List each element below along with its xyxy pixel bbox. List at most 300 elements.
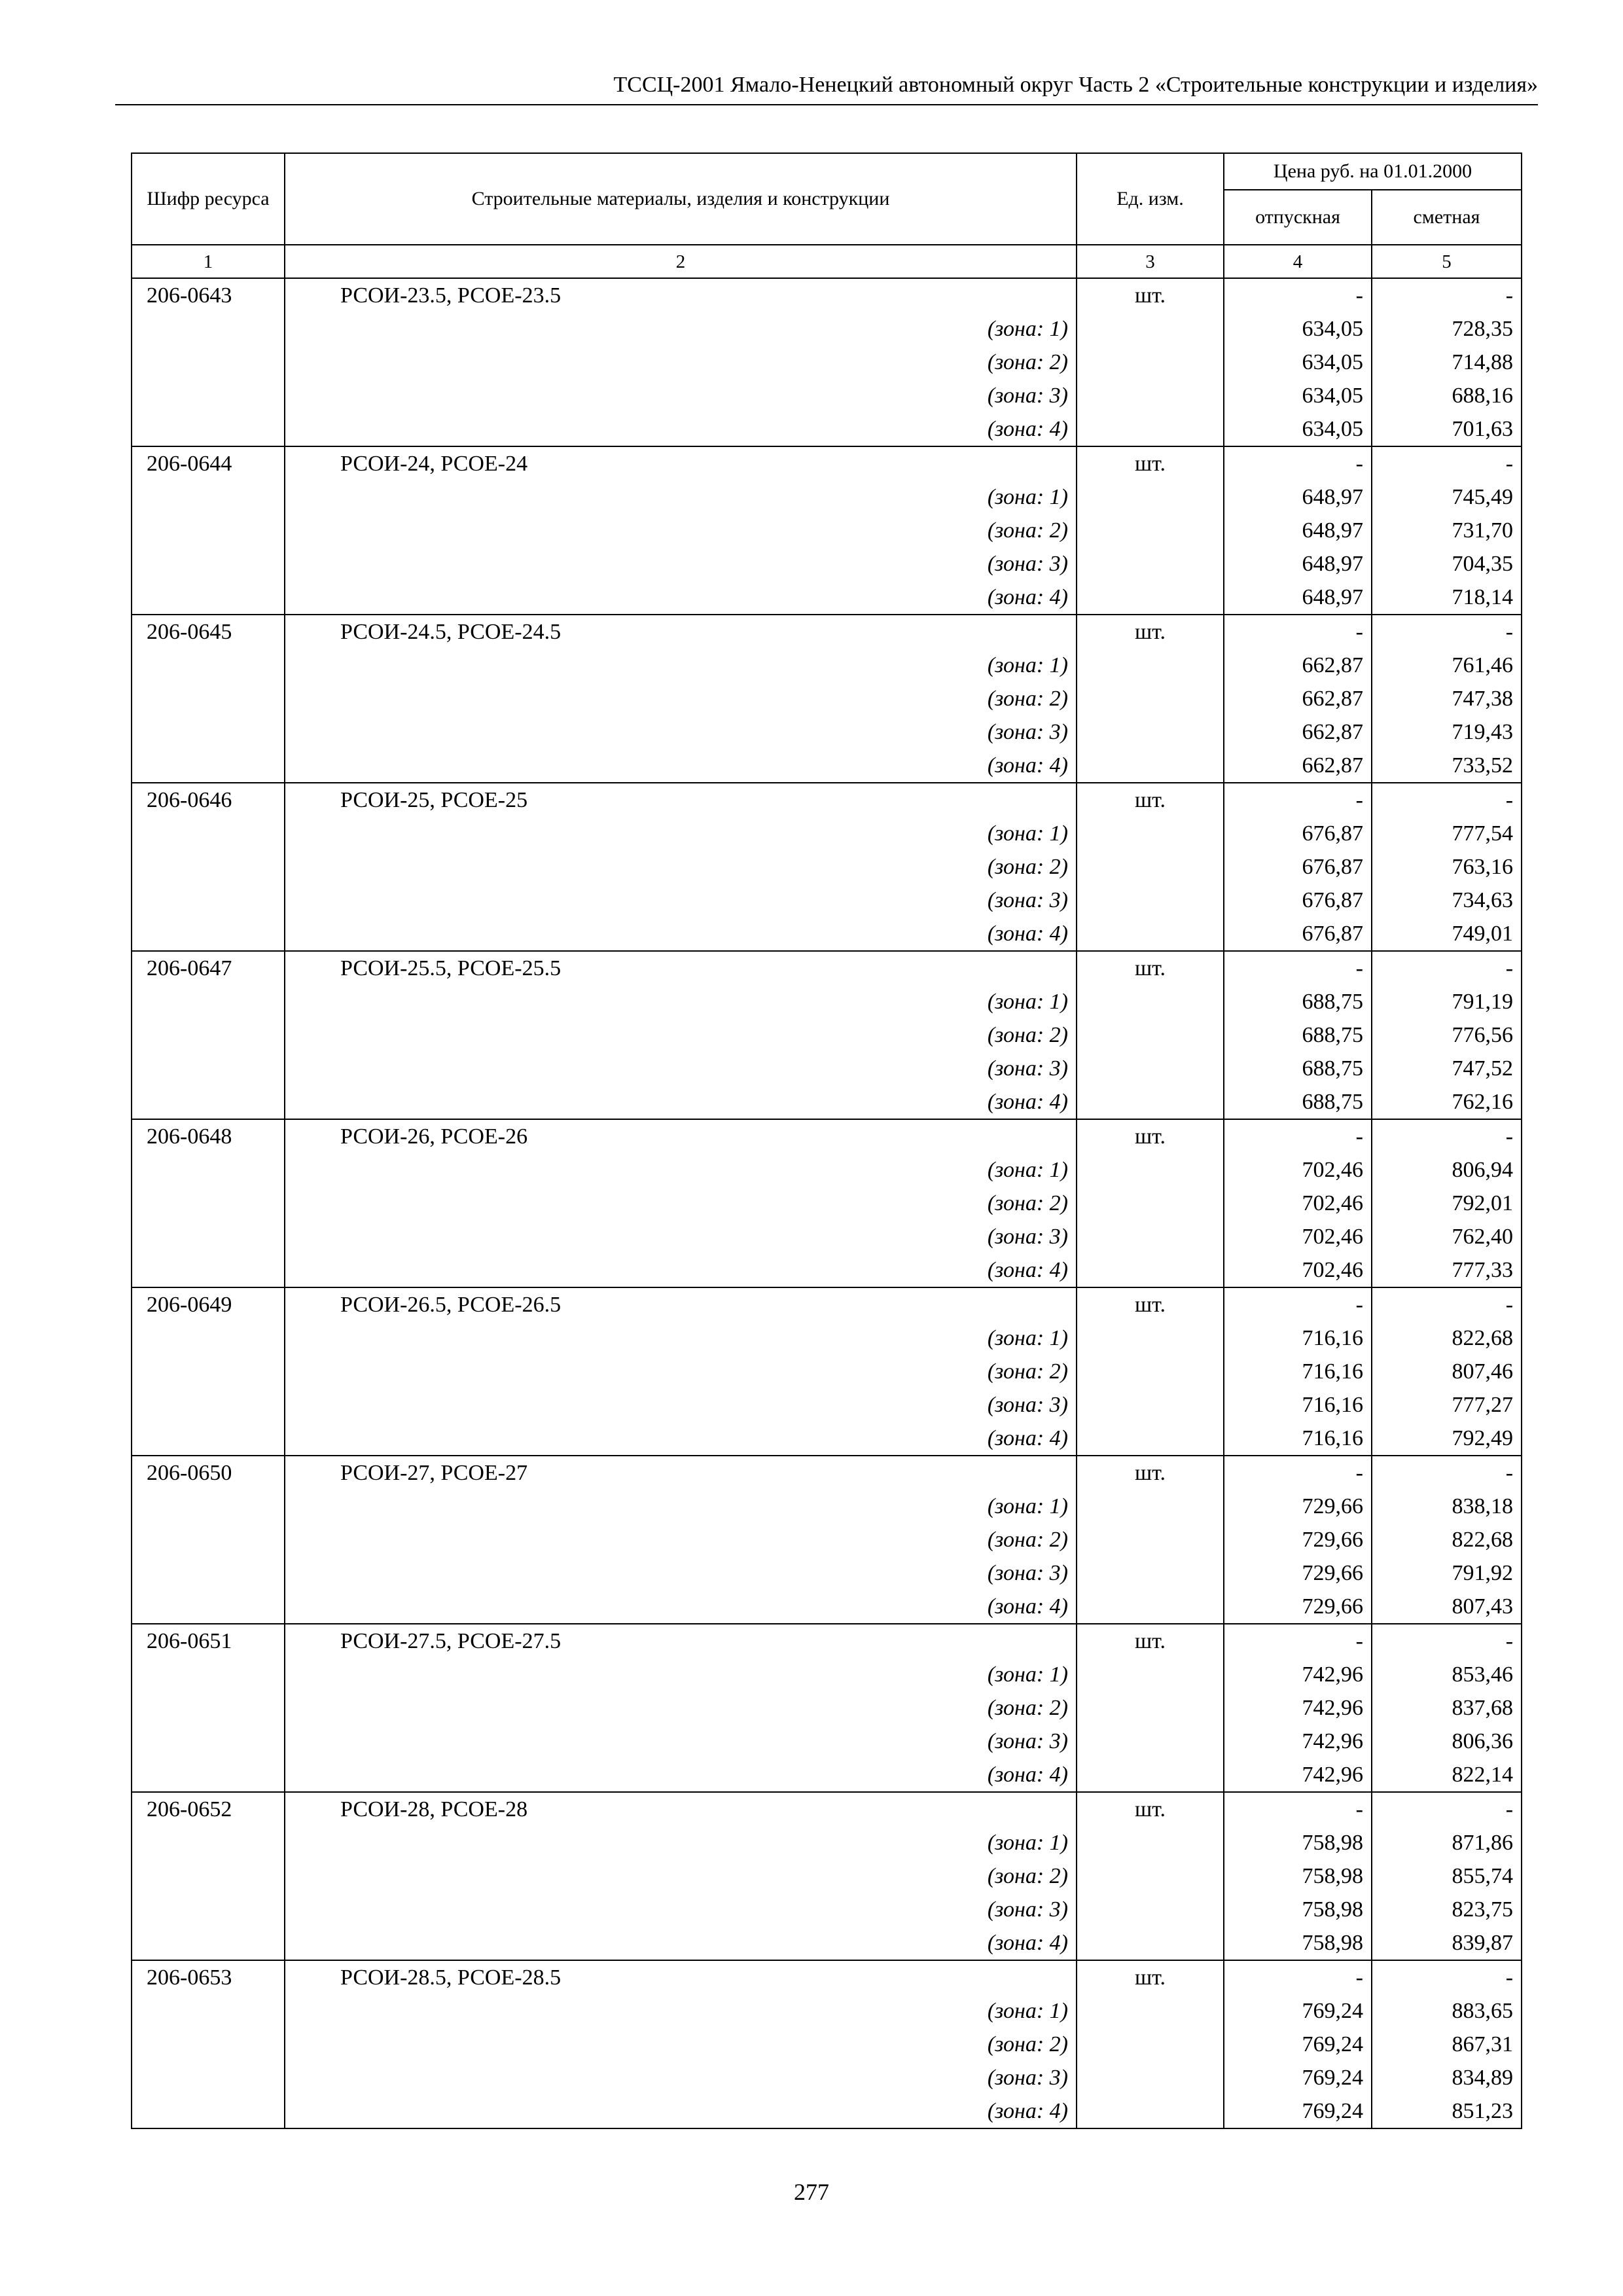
zone-price-release: 769,24 bbox=[1224, 2028, 1372, 2061]
resource-code: 206-0643 bbox=[132, 278, 285, 312]
zone-unit-empty bbox=[1077, 1556, 1224, 1590]
zone-row bbox=[132, 1490, 1522, 1523]
price-release: - bbox=[1224, 1792, 1372, 1826]
zone-code-empty bbox=[132, 715, 285, 749]
resource-code: 206-0646 bbox=[132, 783, 285, 817]
zone-code-empty bbox=[132, 1725, 285, 1758]
column-number: 1 bbox=[132, 245, 285, 278]
zone-label: (зона: 3) bbox=[285, 1725, 1077, 1758]
zone-price-estimate: 777,33 bbox=[1372, 1253, 1522, 1287]
price-table bbox=[131, 152, 1522, 2129]
zone-unit-empty bbox=[1077, 312, 1224, 346]
zone-price-release: 634,05 bbox=[1224, 379, 1372, 412]
table-row bbox=[132, 278, 1522, 312]
zone-label: (зона: 1) bbox=[285, 1153, 1077, 1187]
zone-code-empty bbox=[132, 1926, 285, 1960]
zone-label: (зона: 4) bbox=[285, 1085, 1077, 1119]
zone-row bbox=[132, 985, 1522, 1018]
zone-unit-empty bbox=[1077, 581, 1224, 615]
zone-price-release: 742,96 bbox=[1224, 1725, 1372, 1758]
zone-price-release: 676,87 bbox=[1224, 917, 1372, 951]
zone-price-release: 716,16 bbox=[1224, 1355, 1372, 1388]
zone-row bbox=[132, 1893, 1522, 1926]
zone-price-estimate: 718,14 bbox=[1372, 581, 1522, 615]
zone-unit-empty bbox=[1077, 749, 1224, 783]
zone-row bbox=[132, 1085, 1522, 1119]
table-row bbox=[132, 1456, 1522, 1490]
resource-code: 206-0650 bbox=[132, 1456, 285, 1490]
zone-label: (зона: 4) bbox=[285, 1422, 1077, 1456]
zone-code-empty bbox=[132, 412, 285, 446]
zone-label: (зона: 1) bbox=[285, 817, 1077, 850]
price-estimate: - bbox=[1372, 1287, 1522, 1321]
zone-price-estimate: 734,63 bbox=[1372, 884, 1522, 917]
resource-name: РСОИ-24.5, РСОЕ-24.5 bbox=[285, 615, 1077, 649]
zone-label: (зона: 4) bbox=[285, 1253, 1077, 1287]
resource-unit: шт. bbox=[1077, 1624, 1224, 1658]
zone-code-empty bbox=[132, 514, 285, 547]
resource-code: 206-0653 bbox=[132, 1960, 285, 1994]
zone-unit-empty bbox=[1077, 1018, 1224, 1052]
zone-label: (зона: 2) bbox=[285, 1523, 1077, 1556]
zone-price-release: 702,46 bbox=[1224, 1187, 1372, 1220]
zone-price-estimate: 867,31 bbox=[1372, 2028, 1522, 2061]
zone-unit-empty bbox=[1077, 884, 1224, 917]
zone-code-empty bbox=[132, 2028, 285, 2061]
price-estimate: - bbox=[1372, 1792, 1522, 1826]
zone-code-empty bbox=[132, 312, 285, 346]
zone-price-release: 769,24 bbox=[1224, 1994, 1372, 2028]
zone-unit-empty bbox=[1077, 346, 1224, 379]
zone-label: (зона: 1) bbox=[285, 1994, 1077, 2028]
zone-price-release: 662,87 bbox=[1224, 749, 1372, 783]
zone-unit-empty bbox=[1077, 1893, 1224, 1926]
price-estimate: - bbox=[1372, 1456, 1522, 1490]
zone-row bbox=[132, 1220, 1522, 1253]
column-number: 2 bbox=[285, 245, 1077, 278]
zone-price-estimate: 747,38 bbox=[1372, 682, 1522, 715]
resource-code: 206-0647 bbox=[132, 951, 285, 985]
zone-price-estimate: 776,56 bbox=[1372, 1018, 1522, 1052]
zone-price-estimate: 747,52 bbox=[1372, 1052, 1522, 1085]
zone-label: (зона: 2) bbox=[285, 1859, 1077, 1893]
zone-label: (зона: 2) bbox=[285, 682, 1077, 715]
zone-unit-empty bbox=[1077, 715, 1224, 749]
resource-unit: шт. bbox=[1077, 446, 1224, 480]
zone-price-estimate: 688,16 bbox=[1372, 379, 1522, 412]
zone-price-release: 758,98 bbox=[1224, 1859, 1372, 1893]
zone-row bbox=[132, 1253, 1522, 1287]
zone-unit-empty bbox=[1077, 850, 1224, 884]
zone-unit-empty bbox=[1077, 1052, 1224, 1085]
zone-label: (зона: 2) bbox=[285, 850, 1077, 884]
table-row bbox=[132, 1624, 1522, 1658]
zone-label: (зона: 1) bbox=[285, 1490, 1077, 1523]
zone-code-empty bbox=[132, 682, 285, 715]
zone-unit-empty bbox=[1077, 1220, 1224, 1253]
zone-price-release: 716,16 bbox=[1224, 1422, 1372, 1456]
zone-row bbox=[132, 715, 1522, 749]
resource-code: 206-0652 bbox=[132, 1792, 285, 1826]
running-header: ТССЦ-2001 Ямало-Ненецкий автономный округ Часть 2 «Строительные конструкции и изделия» bbox=[613, 73, 1538, 97]
zone-label: (зона: 2) bbox=[285, 1355, 1077, 1388]
zone-price-estimate: 807,46 bbox=[1372, 1355, 1522, 1388]
zone-row bbox=[132, 1321, 1522, 1355]
zone-unit-empty bbox=[1077, 1153, 1224, 1187]
resource-code: 206-0651 bbox=[132, 1624, 285, 1658]
zone-price-estimate: 855,74 bbox=[1372, 1859, 1522, 1893]
zone-row bbox=[132, 1388, 1522, 1422]
zone-label: (зона: 1) bbox=[285, 1321, 1077, 1355]
zone-price-estimate: 883,65 bbox=[1372, 1994, 1522, 2028]
zone-price-release: 758,98 bbox=[1224, 1826, 1372, 1859]
price-release: - bbox=[1224, 1960, 1372, 1994]
zone-price-estimate: 792,01 bbox=[1372, 1187, 1522, 1220]
zone-label: (зона: 4) bbox=[285, 917, 1077, 951]
zone-label: (зона: 3) bbox=[285, 1220, 1077, 1253]
price-estimate: - bbox=[1372, 446, 1522, 480]
zone-label: (зона: 1) bbox=[285, 985, 1077, 1018]
zone-price-estimate: 792,49 bbox=[1372, 1422, 1522, 1456]
zone-row bbox=[132, 884, 1522, 917]
zone-unit-empty bbox=[1077, 514, 1224, 547]
zone-price-release: 688,75 bbox=[1224, 1018, 1372, 1052]
resource-name: РСОИ-27, РСОЕ-27 bbox=[285, 1456, 1077, 1490]
zone-row bbox=[132, 547, 1522, 581]
resource-name: РСОИ-28.5, РСОЕ-28.5 bbox=[285, 1960, 1077, 1994]
table-row bbox=[132, 615, 1522, 649]
zone-label: (зона: 3) bbox=[285, 1388, 1077, 1422]
zone-row bbox=[132, 649, 1522, 682]
price-release: - bbox=[1224, 615, 1372, 649]
zone-price-estimate: 714,88 bbox=[1372, 346, 1522, 379]
zone-row bbox=[132, 1590, 1522, 1624]
zone-label: (зона: 2) bbox=[285, 1187, 1077, 1220]
zone-label: (зона: 3) bbox=[285, 379, 1077, 412]
table-row bbox=[132, 1287, 1522, 1321]
zone-price-release: 676,87 bbox=[1224, 850, 1372, 884]
table-header bbox=[132, 153, 1522, 278]
resource-unit: шт. bbox=[1077, 1119, 1224, 1153]
resource-name: РСОИ-26, РСОЕ-26 bbox=[285, 1119, 1077, 1153]
zone-price-release: 688,75 bbox=[1224, 985, 1372, 1018]
zone-code-empty bbox=[132, 2094, 285, 2128]
zone-price-release: 702,46 bbox=[1224, 1220, 1372, 1253]
zone-price-release: 742,96 bbox=[1224, 1658, 1372, 1691]
zone-row bbox=[132, 1355, 1522, 1388]
zone-label: (зона: 1) bbox=[285, 1826, 1077, 1859]
zone-label: (зона: 2) bbox=[285, 346, 1077, 379]
zone-label: (зона: 1) bbox=[285, 1658, 1077, 1691]
zone-row bbox=[132, 1826, 1522, 1859]
zone-price-release: 729,66 bbox=[1224, 1490, 1372, 1523]
table-row bbox=[132, 1960, 1522, 1994]
zone-row bbox=[132, 1758, 1522, 1792]
resource-name: РСОИ-23.5, РСОЕ-23.5 bbox=[285, 278, 1077, 312]
zone-unit-empty bbox=[1077, 1590, 1224, 1624]
zone-price-release: 634,05 bbox=[1224, 346, 1372, 379]
zone-row bbox=[132, 1018, 1522, 1052]
price-release: - bbox=[1224, 1287, 1372, 1321]
zone-price-release: 648,97 bbox=[1224, 581, 1372, 615]
zone-price-estimate: 701,63 bbox=[1372, 412, 1522, 446]
zone-code-empty bbox=[132, 1590, 285, 1624]
resource-unit: шт. bbox=[1077, 783, 1224, 817]
table-row bbox=[132, 1119, 1522, 1153]
zone-code-empty bbox=[132, 2061, 285, 2094]
price-release: - bbox=[1224, 1456, 1372, 1490]
zone-row bbox=[132, 581, 1522, 615]
zone-price-estimate: 807,43 bbox=[1372, 1590, 1522, 1624]
zone-code-empty bbox=[132, 917, 285, 951]
zone-price-estimate: 853,46 bbox=[1372, 1658, 1522, 1691]
zone-code-empty bbox=[132, 1658, 285, 1691]
zone-price-estimate: 834,89 bbox=[1372, 2061, 1522, 2094]
zone-row bbox=[132, 1658, 1522, 1691]
zone-unit-empty bbox=[1077, 1725, 1224, 1758]
zone-price-estimate: 704,35 bbox=[1372, 547, 1522, 581]
zone-row bbox=[132, 1859, 1522, 1893]
zone-code-empty bbox=[132, 1994, 285, 2028]
zone-unit-empty bbox=[1077, 1388, 1224, 1422]
zone-price-release: 758,98 bbox=[1224, 1893, 1372, 1926]
column-number: 4 bbox=[1224, 245, 1372, 278]
zone-price-release: 662,87 bbox=[1224, 682, 1372, 715]
resource-code: 206-0649 bbox=[132, 1287, 285, 1321]
price-release: - bbox=[1224, 446, 1372, 480]
zone-price-estimate: 806,94 bbox=[1372, 1153, 1522, 1187]
header-unit: Ед. изм. bbox=[1077, 153, 1224, 245]
zone-price-estimate: 839,87 bbox=[1372, 1926, 1522, 1960]
zone-price-release: 729,66 bbox=[1224, 1590, 1372, 1624]
table-row bbox=[132, 951, 1522, 985]
zone-row bbox=[132, 1187, 1522, 1220]
zone-label: (зона: 2) bbox=[285, 2028, 1077, 2061]
zone-price-estimate: 851,23 bbox=[1372, 2094, 1522, 2128]
zone-price-estimate: 791,92 bbox=[1372, 1556, 1522, 1590]
price-release: - bbox=[1224, 1624, 1372, 1658]
zone-unit-empty bbox=[1077, 1085, 1224, 1119]
zone-price-estimate: 837,68 bbox=[1372, 1691, 1522, 1725]
zone-label: (зона: 2) bbox=[285, 1691, 1077, 1725]
zone-label: (зона: 3) bbox=[285, 1052, 1077, 1085]
zone-row bbox=[132, 850, 1522, 884]
zone-code-empty bbox=[132, 1085, 285, 1119]
zone-code-empty bbox=[132, 884, 285, 917]
zone-code-empty bbox=[132, 985, 285, 1018]
zone-unit-empty bbox=[1077, 1253, 1224, 1287]
zone-row bbox=[132, 1523, 1522, 1556]
table-row bbox=[132, 446, 1522, 480]
resource-code: 206-0645 bbox=[132, 615, 285, 649]
zone-price-estimate: 728,35 bbox=[1372, 312, 1522, 346]
zone-unit-empty bbox=[1077, 1490, 1224, 1523]
zone-unit-empty bbox=[1077, 1523, 1224, 1556]
zone-price-estimate: 762,40 bbox=[1372, 1220, 1522, 1253]
zone-unit-empty bbox=[1077, 1422, 1224, 1456]
zone-unit-empty bbox=[1077, 1355, 1224, 1388]
zone-unit-empty bbox=[1077, 1321, 1224, 1355]
zone-price-release: 648,97 bbox=[1224, 480, 1372, 514]
zone-price-release: 662,87 bbox=[1224, 649, 1372, 682]
zone-code-empty bbox=[132, 1153, 285, 1187]
resource-name: РСОИ-26.5, РСОЕ-26.5 bbox=[285, 1287, 1077, 1321]
zone-price-release: 676,87 bbox=[1224, 884, 1372, 917]
zone-code-empty bbox=[132, 1758, 285, 1792]
zone-label: (зона: 4) bbox=[285, 1926, 1077, 1960]
zone-code-empty bbox=[132, 649, 285, 682]
zone-code-empty bbox=[132, 480, 285, 514]
zone-row bbox=[132, 412, 1522, 446]
zone-row bbox=[132, 917, 1522, 951]
zone-row bbox=[132, 1926, 1522, 1960]
zone-price-estimate: 791,19 bbox=[1372, 985, 1522, 1018]
zone-unit-empty bbox=[1077, 412, 1224, 446]
zone-row bbox=[132, 817, 1522, 850]
zone-price-estimate: 719,43 bbox=[1372, 715, 1522, 749]
zone-label: (зона: 2) bbox=[285, 514, 1077, 547]
price-release: - bbox=[1224, 278, 1372, 312]
resource-name: РСОИ-28, РСОЕ-28 bbox=[285, 1792, 1077, 1826]
price-release: - bbox=[1224, 1119, 1372, 1153]
resource-unit: шт. bbox=[1077, 1456, 1224, 1490]
zone-price-release: 676,87 bbox=[1224, 817, 1372, 850]
zone-price-release: 634,05 bbox=[1224, 412, 1372, 446]
zone-price-release: 742,96 bbox=[1224, 1691, 1372, 1725]
header-price-group: Цена руб. на 01.01.2000 bbox=[1224, 153, 1522, 190]
column-number: 3 bbox=[1077, 245, 1224, 278]
zone-row bbox=[132, 1052, 1522, 1085]
zone-code-empty bbox=[132, 1893, 285, 1926]
zone-price-release: 648,97 bbox=[1224, 547, 1372, 581]
header-rule bbox=[115, 104, 1538, 105]
zone-unit-empty bbox=[1077, 1859, 1224, 1893]
zone-unit-empty bbox=[1077, 2094, 1224, 2128]
table-row bbox=[132, 1792, 1522, 1826]
zone-code-empty bbox=[132, 1052, 285, 1085]
zone-price-release: 688,75 bbox=[1224, 1052, 1372, 1085]
price-estimate: - bbox=[1372, 1624, 1522, 1658]
resource-unit: шт. bbox=[1077, 1287, 1224, 1321]
zone-code-empty bbox=[132, 749, 285, 783]
zone-price-estimate: 749,01 bbox=[1372, 917, 1522, 951]
zone-row bbox=[132, 2061, 1522, 2094]
zone-unit-empty bbox=[1077, 682, 1224, 715]
zone-price-estimate: 822,68 bbox=[1372, 1523, 1522, 1556]
resource-name: РСОИ-25, РСОЕ-25 bbox=[285, 783, 1077, 817]
zone-unit-empty bbox=[1077, 1187, 1224, 1220]
resource-name: РСОИ-24, РСОЕ-24 bbox=[285, 446, 1077, 480]
header-name: Строительные материалы, изделия и конструкции bbox=[285, 153, 1077, 245]
zone-code-empty bbox=[132, 1859, 285, 1893]
zone-label: (зона: 1) bbox=[285, 312, 1077, 346]
resource-name: РСОИ-25.5, РСОЕ-25.5 bbox=[285, 951, 1077, 985]
zone-unit-empty bbox=[1077, 1994, 1224, 2028]
zone-label: (зона: 1) bbox=[285, 480, 1077, 514]
zone-code-empty bbox=[132, 1691, 285, 1725]
zone-price-release: 688,75 bbox=[1224, 1085, 1372, 1119]
zone-price-release: 648,97 bbox=[1224, 514, 1372, 547]
zone-row bbox=[132, 2094, 1522, 2128]
zone-price-release: 634,05 bbox=[1224, 312, 1372, 346]
table-row bbox=[132, 783, 1522, 817]
zone-code-empty bbox=[132, 1018, 285, 1052]
zone-label: (зона: 2) bbox=[285, 1018, 1077, 1052]
resource-code: 206-0648 bbox=[132, 1119, 285, 1153]
zone-label: (зона: 4) bbox=[285, 1590, 1077, 1624]
zone-price-release: 769,24 bbox=[1224, 2061, 1372, 2094]
zone-code-empty bbox=[132, 1523, 285, 1556]
price-release: - bbox=[1224, 951, 1372, 985]
column-number: 5 bbox=[1372, 245, 1522, 278]
resource-unit: шт. bbox=[1077, 1960, 1224, 1994]
zone-unit-empty bbox=[1077, 1658, 1224, 1691]
zone-code-empty bbox=[132, 1187, 285, 1220]
zone-label: (зона: 3) bbox=[285, 884, 1077, 917]
zone-label: (зона: 4) bbox=[285, 2094, 1077, 2128]
zone-code-empty bbox=[132, 379, 285, 412]
zone-code-empty bbox=[132, 1321, 285, 1355]
zone-unit-empty bbox=[1077, 1826, 1224, 1859]
zone-price-estimate: 838,18 bbox=[1372, 1490, 1522, 1523]
zone-unit-empty bbox=[1077, 2061, 1224, 2094]
resource-unit: шт. bbox=[1077, 278, 1224, 312]
zone-unit-empty bbox=[1077, 547, 1224, 581]
price-estimate: - bbox=[1372, 278, 1522, 312]
zone-price-release: 662,87 bbox=[1224, 715, 1372, 749]
zone-unit-empty bbox=[1077, 480, 1224, 514]
price-estimate: - bbox=[1372, 783, 1522, 817]
zone-unit-empty bbox=[1077, 379, 1224, 412]
zone-label: (зона: 4) bbox=[285, 581, 1077, 615]
price-release: - bbox=[1224, 783, 1372, 817]
zone-price-estimate: 822,68 bbox=[1372, 1321, 1522, 1355]
zone-price-estimate: 806,36 bbox=[1372, 1725, 1522, 1758]
zone-code-empty bbox=[132, 1355, 285, 1388]
price-estimate: - bbox=[1372, 1960, 1522, 1994]
zone-unit-empty bbox=[1077, 917, 1224, 951]
zone-row bbox=[132, 1725, 1522, 1758]
price-estimate: - bbox=[1372, 951, 1522, 985]
zone-row bbox=[132, 1994, 1522, 2028]
zone-row bbox=[132, 312, 1522, 346]
zone-code-empty bbox=[132, 1422, 285, 1456]
header-price-release: отпускная bbox=[1224, 190, 1372, 245]
zone-label: (зона: 1) bbox=[285, 649, 1077, 682]
zone-row bbox=[132, 1422, 1522, 1456]
zone-row bbox=[132, 379, 1522, 412]
zone-label: (зона: 4) bbox=[285, 749, 1077, 783]
zone-code-empty bbox=[132, 1826, 285, 1859]
zone-unit-empty bbox=[1077, 1691, 1224, 1725]
zone-label: (зона: 3) bbox=[285, 2061, 1077, 2094]
zone-row bbox=[132, 2028, 1522, 2061]
zone-price-estimate: 777,54 bbox=[1372, 817, 1522, 850]
zone-unit-empty bbox=[1077, 1926, 1224, 1960]
zone-unit-empty bbox=[1077, 649, 1224, 682]
zone-label: (зона: 4) bbox=[285, 1758, 1077, 1792]
zone-price-release: 758,98 bbox=[1224, 1926, 1372, 1960]
zone-price-release: 716,16 bbox=[1224, 1388, 1372, 1422]
page-number: 277 bbox=[794, 2179, 829, 2205]
zone-unit-empty bbox=[1077, 817, 1224, 850]
zone-row bbox=[132, 480, 1522, 514]
zone-row bbox=[132, 1153, 1522, 1187]
price-estimate: - bbox=[1372, 1119, 1522, 1153]
zone-label: (зона: 3) bbox=[285, 1556, 1077, 1590]
zone-code-empty bbox=[132, 547, 285, 581]
zone-unit-empty bbox=[1077, 2028, 1224, 2061]
